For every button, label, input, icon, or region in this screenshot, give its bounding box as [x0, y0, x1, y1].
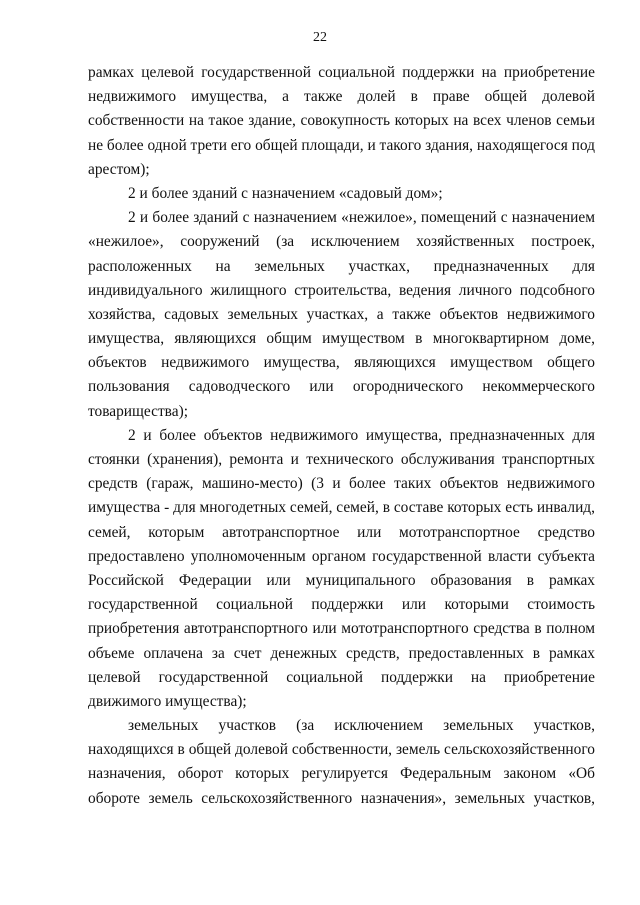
- text-line: имущества, являющихся общим имуществом в многоквартирном доме,: [88, 330, 595, 348]
- page-number: 22: [313, 30, 327, 45]
- text-line: обороте земель сельскохозяйственного назначения», земельных участков,: [88, 789, 595, 807]
- text-line: целевой государственной социальной поддержки на приобретение: [88, 668, 595, 686]
- text-line: предоставлено уполномоченным органом государственной власти субъекта: [88, 547, 595, 565]
- text-line: 2 и более зданий с назначением «нежилое», помещений с назначением: [128, 209, 595, 227]
- text-line: товарищества);: [88, 402, 188, 420]
- text-line: пользования садоводческого или огороднического некоммерческого: [88, 378, 595, 396]
- text-line: не более одной трети его общей площади, и такого здания, находящегося под: [88, 136, 595, 154]
- text-line: назначения, оборот которых регулируется Федеральным законом «Об: [88, 765, 595, 783]
- text-line: объектов недвижимого имущества, являющихся имуществом общего: [88, 354, 595, 372]
- text-line: собственности на такое здание, совокупность которых на всех членов семьи: [88, 112, 595, 130]
- text-line: Российской Федерации или муниципального образования в рамках: [88, 571, 595, 589]
- text-line: «нежилое», сооружений (за исключением хозяйственных построек,: [88, 233, 595, 251]
- text-line: хозяйства, садовых земельных участках, а также объектов недвижимого: [88, 305, 595, 323]
- text-line: находящихся в общей долевой собственности, земель сельскохозяйственного: [88, 741, 595, 759]
- text-line: приобретения автотранспортного или мототранспортного средства в полном: [88, 620, 595, 638]
- document-body: [88, 61, 595, 811]
- text-line: рамках целевой государственной социальной поддержки на приобретение: [88, 64, 595, 81]
- text-line: земельных участков (за исключением земельных участков,: [128, 717, 595, 735]
- text-line: семей, которым автотранспортное или мототранспортное средство: [88, 523, 595, 541]
- text-line: арестом);: [88, 160, 150, 178]
- text-line: средств (гараж, машино-место) (3 и более таких объектов недвижимого: [88, 475, 595, 493]
- text-line: движимого имущества);: [88, 692, 247, 710]
- text-line: недвижимого имущества, а также долей в праве общей долевой: [88, 88, 595, 106]
- text-line: имущества - для многодетных семей, семей, в составе которых есть инвалид,: [88, 499, 595, 517]
- text-line: государственной социальной поддержки или которыми стоимость: [88, 596, 595, 614]
- text-line: расположенных на земельных участках, предназначенных для: [88, 257, 595, 275]
- text-line: индивидуального жилищного строительства, ведения личного подсобного: [88, 281, 595, 299]
- text-line: стоянки (хранения), ремонта и технического обслуживания транспортных: [88, 451, 595, 468]
- text-line: объеме оплачена за счет денежных средств, предоставленных в рамках: [88, 644, 595, 662]
- text-line: 2 и более зданий с назначением «садовый дом»;: [128, 184, 443, 202]
- text-line: 2 и более объектов недвижимого имущества, предназначенных для: [128, 426, 595, 444]
